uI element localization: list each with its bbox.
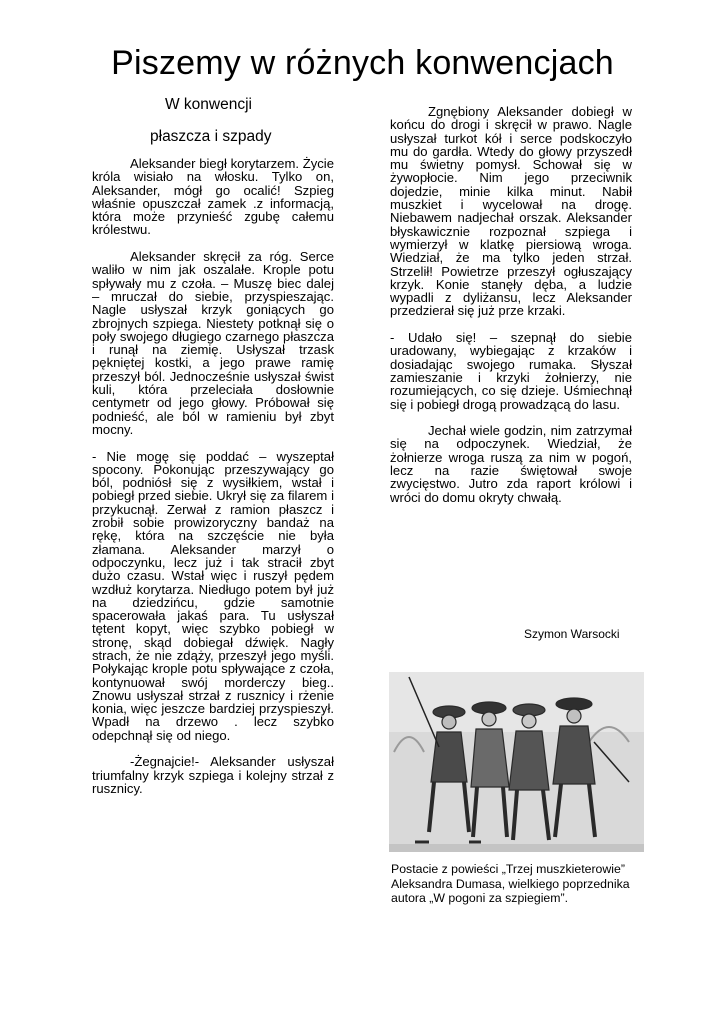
paragraph: Aleksander biegł korytarzem. Życie króla wisiało na włosku. Tylko on, Aleksander, mógł go ocalić! Szpieg właśnie opuszczał zamek .z informacją, która może przynieść zgubę całemu królestwu.	[92, 156, 334, 238]
paragraph: -Żegnajcie!- Aleksander usłyszał triumfalny krzyk szpiega i kolejny strzał z rusznicy.	[92, 754, 334, 796]
right-column	[390, 105, 632, 517]
author-name: Szymon Warsocki	[524, 627, 620, 641]
paragraph: - Nie mogę się poddać – wyszeptał spocony. Pokonując przeszywający go ból, podniósł się z wysiłkiem, wstał i pobiegł przed siebie. Ukrył się za filarem i przykucnął. Zerwał z ramion płaszcz i zrobił sobie prowizoryczny bandaż na rękę, która na szczęście nie była złamana. Aleksander marzył o odpoczynku, lecz już i tak stracił zbyt dużo czasu. Wstał więc i ruszył pędem wzdłuż korytarza. Niedługo potem był już na dziedzińcu, gdzie samotnie spacerowała jakaś para. Tu usłyszał tętent kopyt, więc szybko pobiegł w stronę, skąd dobiegał dźwięk. Nagły strach, że nie zdąży, przeszył jego myśli. Połykając krople potu spływające z czoła, kontynuował swój morderczy bieg.. Znowu usłyszał strzał z rusznicy i rżenie konia, więc jeszcze bardziej przyspieszył. Wpadł na drzewo . lecz szybko odepchnął się od niego.	[92, 448, 334, 743]
paragraph: Aleksander skręcił za róg. Serce waliło w nim jak oszalałe. Krople potu spływały mu z czoła. – Muszę biec dalej – mruczał do siebie, przyspieszając. Nagle usłyszał krzyk goniących go zbrojnych szpiega. Niestety potknął się o poły swojego długiego czarnego płaszcza i runął na ziemię. Usłyszał trzask pękniętej kostki, a jego prawe ramię przeszył ból. Jednocześnie usłyszał świst kuli, która przeleciała dosłownie centymetr od jego głowy. Próbował się podnieść, ale ból w ramieniu był zbyt mocny.	[92, 249, 334, 437]
paragraph: Jechał wiele godzin, nim zatrzymał się na odpoczynek. Wiedział, że żołnierze wroga ruszą za nim w pogoń, lecz na razie świętował swoje zwycięstwo. Jutro zda raport królowi i wróci do domu okryty chwałą.	[390, 423, 632, 505]
subtitle-line-1: W konwencji	[165, 96, 252, 113]
page-title: Piszemy w różnych konwencjach	[111, 44, 614, 82]
image-caption: Postacie z powieści „Trzej muszkieterowie” Aleksandra Dumasa, wielkiego poprzednika autora „W pogoni za szpiegiem”.	[391, 862, 630, 905]
paragraph: - Udało się! – szepnął do siebie uradowany, wybiegając z krzaków i dosiadając swojego rumaka. Słyszał zamieszanie i krzyki żołnierzy, nie rozumiejących, co się dzieje. Uśmiechnął się i pobiegł drogą prowadzącą do lasu.	[390, 330, 632, 412]
musketeers-illustration	[389, 672, 644, 852]
left-column	[92, 157, 334, 809]
subtitle-line-2: płaszcza i szpady	[150, 128, 272, 145]
paragraph: Zgnębiony Aleksander dobiegł w końcu do drogi i skręcił w prawo. Nagle usłyszał turkot kół i serce podskoczyło mu do gardła. Wtedy do głowy przyszedł mu świetny pomysł. Schował się w żywopłocie. Nim jego przeciwnik dojedzie, minie kilka minut. Nabił muszkiet i wycelował na drogę. Niebawem nadjechał orszak. Aleksander błyskawicznie rozpoznał szpiega i wymierzył w klatkę piersiową wroga. Wiedział, że ma tylko jeden strzał. Strzelił! Powietrze przeszył ogłuszający krzyk. Konie stanęły dęba, a ludzie wypadli z dyliżansu, lecz Aleksander przedzierał się już prze krzaki.	[390, 104, 632, 319]
